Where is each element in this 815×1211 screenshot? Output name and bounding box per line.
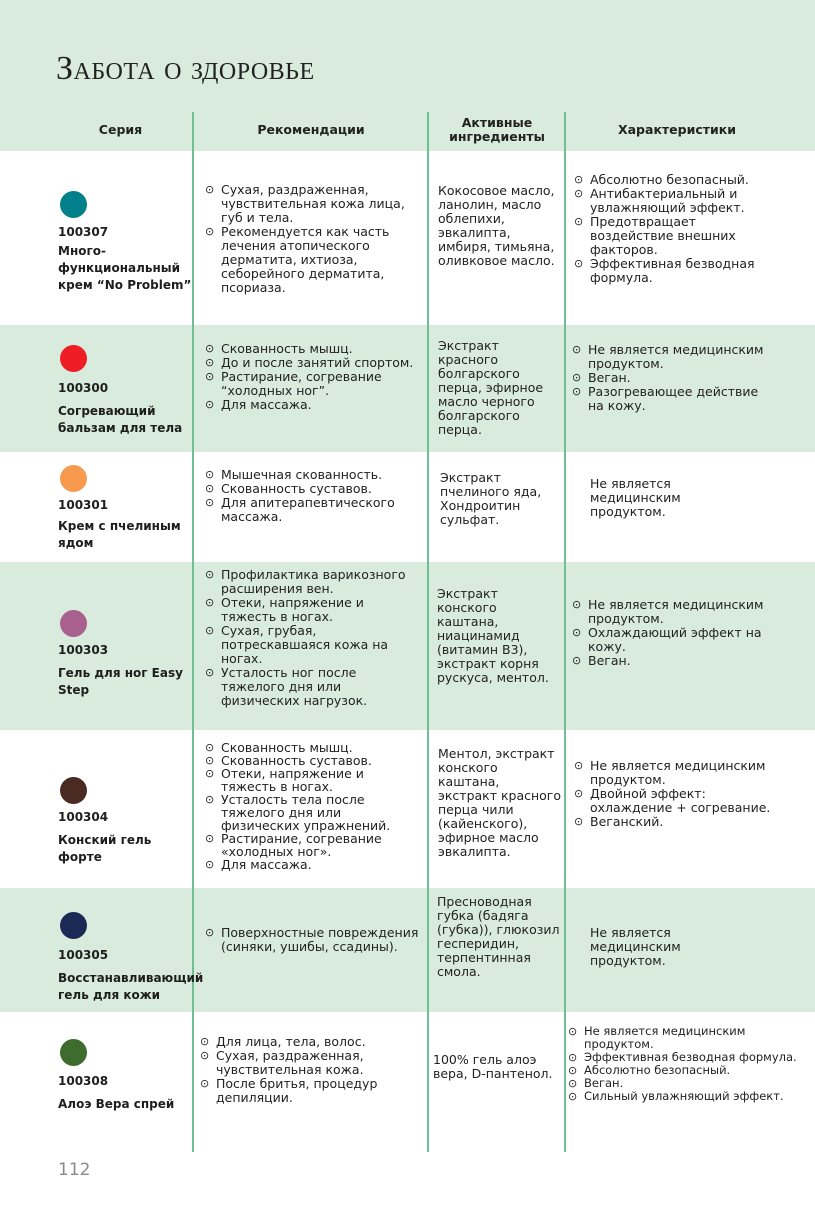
- characteristics-cell: [572, 343, 777, 413]
- list-item: ⊙ Для массажа.: [205, 398, 420, 412]
- list-item: ⊙ Сильный увлажняющий эффект.: [568, 1090, 808, 1103]
- list-item: ⊙ Не является медицинским продуктом.: [572, 343, 777, 371]
- list-item: ⊙ Мышечная скованность.: [205, 468, 420, 482]
- product-code: 100303: [58, 643, 109, 657]
- ingredients-cell: Ментол, экстракт конского каштана, экстракт красного перца чили (кайенского), эфирное масло эвкалипта.: [438, 746, 562, 859]
- color-swatch: [60, 777, 87, 804]
- list-item: ⊙ Сухая, раздраженная, чувствительная кожа лица, губ и тела.: [205, 183, 420, 225]
- list-item: ⊙ Веган.: [572, 371, 777, 385]
- list-item: ⊙ Отеки, напряжение и тяжесть в ногах.: [205, 767, 420, 793]
- list-item: ⊙ Эффективная безводная формула.: [574, 257, 779, 285]
- list-item: ⊙ Веганский.: [574, 815, 779, 829]
- list-item: ⊙ Для апитерапевтического массажа.: [205, 496, 420, 524]
- list-item: ⊙ Веган.: [572, 654, 777, 668]
- product-code: 100304: [58, 810, 109, 824]
- product-name: Согревающий бальзам для тела: [58, 404, 183, 435]
- list-item: ⊙ Для массажа.: [205, 858, 420, 871]
- product-name: Алоэ Вера спрей: [58, 1097, 175, 1111]
- list-item: ⊙ Усталость ног после тяжелого дня или физических нагрузок.: [205, 666, 420, 708]
- product-name: Много-функциональный крем “No Problem”: [58, 244, 192, 292]
- list-item: ⊙ Поверхностные повреждения (синяки, ушибы, ссадины).: [205, 926, 420, 954]
- list-item: ⊙ Отеки, напряжение и тяжесть в ногах.: [205, 596, 420, 624]
- column-divider: [427, 112, 429, 1152]
- color-swatch: [60, 610, 87, 637]
- list-item: ⊙ Профилактика варикозного расширения вен.: [205, 568, 420, 596]
- characteristics-cell: [574, 759, 779, 829]
- page-number: 112: [58, 1160, 91, 1180]
- list-item: ⊙ Для лица, тела, волос.: [200, 1035, 422, 1049]
- list-item: ⊙ Сухая, грубая, потрескавшаяся кожа на ногах.: [205, 624, 420, 666]
- list-item: ⊙ Веган.: [568, 1077, 808, 1090]
- list-item: ⊙ До и после занятий спортом.: [205, 356, 420, 370]
- product-code: 100301: [58, 498, 109, 512]
- list-item: ⊙ Скованность мышц.: [205, 741, 420, 754]
- list-item: ⊙ Предотвращает воздействие внешних факторов.: [574, 215, 779, 257]
- list-item: ⊙ Растирание, согревание “холодных ног”.: [205, 370, 420, 398]
- product-code: 100308: [58, 1074, 109, 1088]
- product-code: 100305: [58, 948, 109, 962]
- page-title: Забота о здоровье: [56, 50, 315, 87]
- list-item: ⊙ Охлаждающий эффект на кожу.: [572, 626, 777, 654]
- column-header-ingredients: Активные ингредиенты: [449, 115, 545, 144]
- ingredients-cell: Экстракт пчелиного яда, Хондроитин сульфат.: [440, 470, 542, 527]
- list-item: ⊙ Скованность мышц.: [205, 342, 420, 356]
- recommendations-cell: [205, 926, 420, 954]
- list-item: ⊙ Скованность суставов.: [205, 754, 420, 767]
- color-swatch: [60, 1039, 87, 1066]
- recommendations-cell: [205, 342, 420, 412]
- ingredients-cell: 100% гель алоэ вера, D-пантенол.: [433, 1052, 553, 1081]
- list-item: ⊙ Не является медицинским продуктом.: [572, 598, 777, 626]
- characteristics-cell: Не является медицинским продуктом.: [590, 925, 681, 968]
- product-name: Крем с пчелиным ядом: [58, 519, 181, 550]
- list-item: ⊙ Скованность суставов.: [205, 482, 420, 496]
- column-divider: [564, 112, 566, 1152]
- list-item: ⊙ Усталость тела после тяжелого дня или физических упражнений.: [205, 793, 420, 832]
- list-item: ⊙ Антибактериальный и увлажняющий эффект.: [574, 187, 779, 215]
- product-name: Гель для ног Easy Step: [58, 666, 183, 697]
- recommendations-cell: [200, 1035, 422, 1105]
- recommendations-cell: [205, 183, 420, 295]
- color-swatch: [60, 912, 87, 939]
- color-swatch: [60, 345, 87, 372]
- list-item: ⊙ Двойной эффект: охлаждение + согревание.: [574, 787, 779, 815]
- list-item: ⊙ Абсолютно безопасный.: [574, 173, 779, 187]
- list-item: ⊙ После бритья, процедур депиляции.: [200, 1077, 422, 1105]
- list-item: ⊙ Не является медицинским продуктом.: [568, 1025, 808, 1051]
- characteristics-cell: Не является медицинским продуктом.: [590, 476, 681, 519]
- product-name: Восстанавливающий гель для кожи: [58, 971, 204, 1002]
- recommendations-cell: [205, 741, 420, 871]
- column-header-series: Серия: [98, 122, 143, 137]
- ingredients-cell: Экстракт конского каштана, ниацинамид (витамин B3), экстракт корня рускуса, ментол.: [437, 586, 549, 685]
- color-swatch: [60, 191, 87, 218]
- characteristics-cell: [572, 598, 777, 668]
- list-item: ⊙ Не является медицинским продуктом.: [574, 759, 779, 787]
- column-header-characteristics: Характеристики: [617, 122, 737, 137]
- color-swatch: [60, 465, 87, 492]
- list-item: ⊙ Растирание, согревание «холодных ног».: [205, 832, 420, 858]
- list-item: ⊙ Рекомендуется как часть лечения атопического дерматита, ихтиоза, себорейного дерматита, псориаза.: [205, 225, 420, 295]
- characteristics-cell: [574, 173, 779, 285]
- list-item: ⊙ Абсолютно безопасный.: [568, 1064, 808, 1077]
- column-header-recommendations: Рекомендации: [257, 122, 365, 137]
- product-code: 100307: [58, 225, 109, 239]
- recommendations-cell: [205, 468, 420, 524]
- ingredients-cell: Пресноводная губка (бадяга (губка)), глюкозил гесперидин, терпентинная смола.: [437, 894, 560, 979]
- product-code: 100300: [58, 381, 109, 395]
- ingredients-cell: Экстракт красного болгарского перца, эфирное масло черного болгарского перца.: [438, 338, 544, 437]
- recommendations-cell: [205, 568, 420, 708]
- list-item: ⊙ Эффективная безводная формула.: [568, 1051, 808, 1064]
- characteristics-cell: [568, 1025, 808, 1103]
- ingredients-cell: Кокосовое масло, ланолин, масло облепихи, эвкалипта, имбиря, тимьяна, оливковое масло.: [438, 183, 555, 268]
- list-item: ⊙ Сухая, раздраженная, чувствительная кожа.: [200, 1049, 422, 1077]
- product-name: Конский гель форте: [58, 833, 152, 864]
- list-item: ⊙ Разогревающее действие на кожу.: [572, 385, 777, 413]
